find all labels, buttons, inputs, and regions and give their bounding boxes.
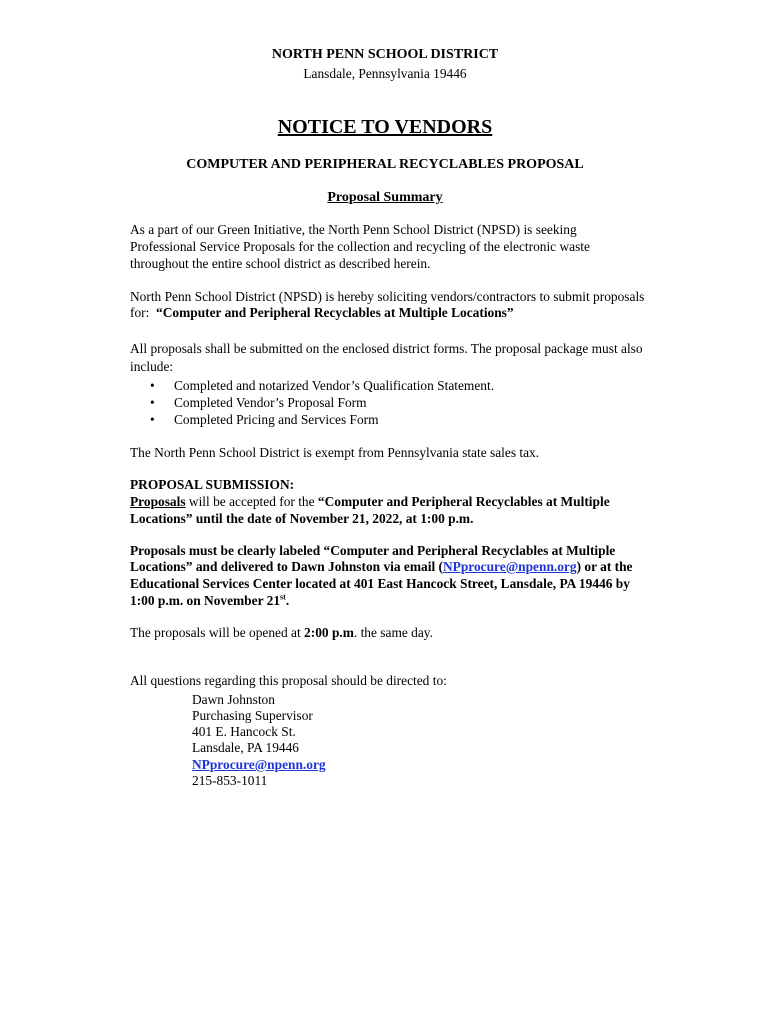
- district-address: Lansdale, Pennsylvania 19446: [303, 66, 467, 81]
- tax-note: The North Penn School District is exempt from Pennsylvania state sales tax.: [130, 445, 540, 460]
- labeling-line-4: [130, 592, 289, 609]
- submission-project-title: “Computer and Peripheral Recyclables at Multiple: [317, 494, 610, 509]
- list-item-text: Completed Pricing and Services Form: [174, 412, 379, 427]
- list-item-text: Completed and notarized Vendor’s Qualification Statement.: [174, 378, 495, 393]
- labeling-line-2: [130, 558, 632, 575]
- requirements-line-1: All proposals shall be submitted on the enclosed district forms. The proposal package must also: [130, 341, 643, 356]
- submission-proposals-word: Proposals: [130, 494, 186, 509]
- bullet-icon: •: [150, 395, 155, 410]
- contact-name: Dawn Johnston: [192, 692, 275, 707]
- requirements-line-2: include:: [130, 359, 174, 374]
- solicit-line-1: North Penn School District (NPSD) is hereby soliciting vendors/contractors to submit proposals: [130, 289, 645, 304]
- district-name: NORTH PENN SCHOOL DISTRICT: [271, 47, 499, 62]
- opening-suffix: . the same day.: [353, 625, 433, 640]
- contact-intro: All questions regarding this proposal should be directed to:: [130, 673, 447, 688]
- opening-time: 2:00 p.m: [304, 625, 354, 640]
- labeling-period: .: [285, 593, 290, 608]
- email-link[interactable]: NPprocure@npenn.org: [442, 559, 577, 574]
- submission-heading: PROPOSAL SUBMISSION:: [130, 477, 295, 492]
- contact-email-link[interactable]: NPprocure@npenn.org: [192, 757, 326, 772]
- list-item: [150, 377, 494, 394]
- contact-street: 401 E. Hancock St.: [192, 724, 296, 739]
- ordinal-suffix: st: [280, 592, 286, 602]
- submission-line-1: [130, 493, 610, 510]
- labeling-suffix: ) or at the: [576, 559, 633, 574]
- page-title: NOTICE TO VENDORS: [277, 116, 493, 138]
- intro-line-3: throughout the entire school district as described herein.: [130, 256, 431, 271]
- bullet-icon: •: [150, 412, 155, 427]
- opening-prefix: The proposals will be opened at: [130, 625, 305, 640]
- submission-plain-text: will be accepted for the: [185, 494, 318, 509]
- labeling-deadline: 1:00 p.m. on November 21: [130, 593, 281, 608]
- solicit-project-title: “Computer and Peripheral Recyclables at Multiple Locations”: [156, 305, 514, 320]
- intro-line-2: Professional Service Proposals for the collection and recycling of the electronic waste: [130, 239, 590, 254]
- labeling-line-1: Proposals must be clearly labeled “Computer and Peripheral Recyclables at Multiple: [130, 543, 616, 558]
- intro-line-1: As a part of our Green Initiative, the North Penn School District (NPSD) is seeking: [130, 222, 577, 237]
- summary-heading: Proposal Summary: [327, 190, 443, 205]
- proposal-subtitle: COMPUTER AND PERIPHERAL RECYCLABLES PROPOSAL: [186, 157, 584, 172]
- solicit-line-2: [130, 304, 514, 321]
- bullet-icon: •: [150, 378, 155, 393]
- submission-line-2: Locations” until the date of November 21, 2022, at 1:00 p.m.: [130, 511, 474, 526]
- labeling-line-3: Educational Services Center located at 401 East Hancock Street, Lansdale, PA 19446 by: [130, 576, 630, 591]
- contact-role: Purchasing Supervisor: [192, 708, 313, 723]
- list-item: [150, 411, 379, 428]
- list-item-text: Completed Vendor’s Proposal Form: [174, 395, 367, 410]
- contact-phone: 215-853-1011: [192, 773, 268, 788]
- labeling-prefix: Locations” and delivered to Dawn Johnston via email (: [130, 559, 443, 574]
- contact-city: Lansdale, PA 19446: [192, 740, 299, 755]
- solicit-prefix: for:: [130, 305, 157, 320]
- opening-line: [130, 624, 433, 641]
- list-item: [150, 394, 367, 411]
